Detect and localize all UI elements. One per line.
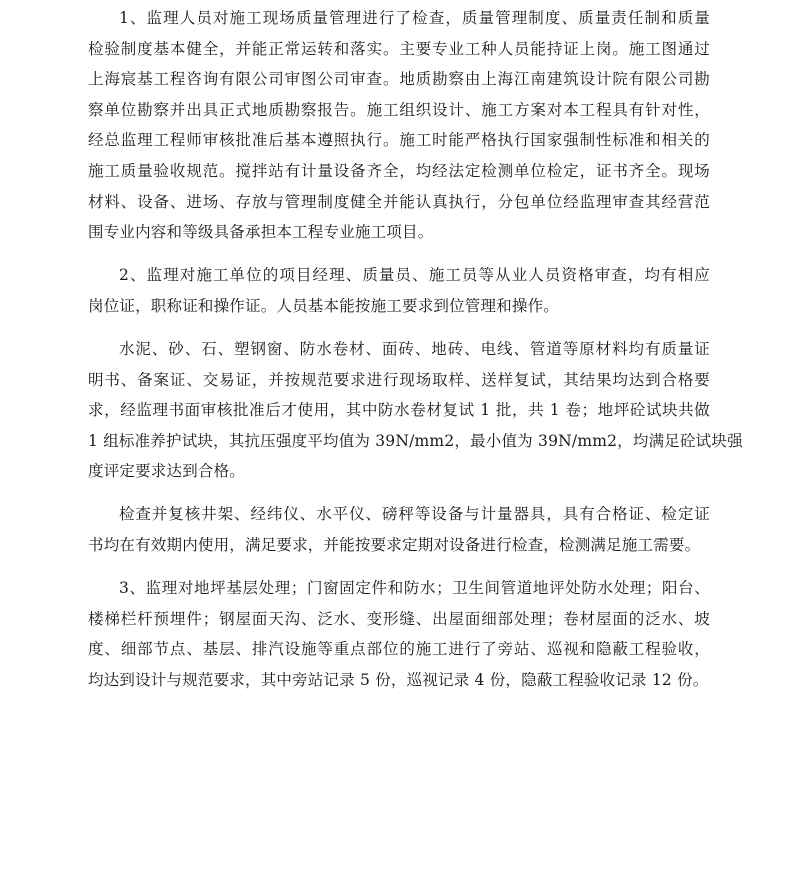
paragraph-line: 围专业内容和等级具备承担本工程专业施工项目。 xyxy=(88,223,434,242)
paragraph-line: 岗位证，职称证和操作证。人员基本能按施工要求到位管理和操作。 xyxy=(88,296,560,315)
paragraph-line: 水泥、砂、石、塑钢窗、防水卷材、面砖、地砖、电线、管道等原材料均有质量证 xyxy=(119,339,710,358)
paragraph-line: 书均在有效期内使用，满足要求，并能按要求定期对设备进行检查，检测满足施工需要。 xyxy=(88,536,701,554)
paragraph-line: 2、监理对施工单位的项目经理、质量员、施工员等从业人员资格审查，均有相应 xyxy=(119,266,710,285)
document-page xyxy=(88,0,743,695)
paragraph-4 xyxy=(88,499,710,560)
paragraph-line: 均达到设计与规范要求，其中旁站记录 5 份，巡视记录 4 份，隐蔽工程验收记录 12 份。 xyxy=(88,670,709,689)
paragraph-line: 3、监理对地坪基层处理；门窗固定件和防水；卫生间管道地评处防水处理；阳台、 xyxy=(119,579,710,598)
paragraph-line: 度、细部节点、基层、排汽设施等重点部位的施工进行了旁站、巡视和隐蔽工程验收， xyxy=(88,640,710,659)
paragraph-line: 施工质量验收规范。搅拌站有计量设备齐全，均经法定检测单位检定，证书齐全。现场 xyxy=(88,161,710,180)
paragraph-line: 度评定要求达到合格。 xyxy=(88,462,246,481)
paragraph-line: 检验制度基本健全，并能正常运转和落实。主要专业工种人员能持证上岗。施工图通过 xyxy=(88,39,710,58)
paragraph-line: 楼梯栏杆预埋件；钢屋面天沟、泛水、变形缝、出屋面细部处理；卷材屋面的泛水、坡 xyxy=(88,609,710,628)
paragraph-line: 材料、设备、进场、存放与管理制度健全并能认真执行，分包单位经监理审查其经营范 xyxy=(88,192,710,211)
paragraph-5 xyxy=(88,573,710,695)
paragraph-line: 1 组标准养护试块，其抗压强度平均值为 39N/mm2，最小值为 39N/mm2，均满足砼试块强 xyxy=(88,431,743,450)
paragraph-3 xyxy=(88,334,743,487)
paragraph-line: 检查并复核井架、经纬仪、水平仪、磅秤等设备与计量器具，具有合格证、检定证 xyxy=(119,505,710,524)
paragraph-1 xyxy=(88,3,710,248)
paragraph-2 xyxy=(88,260,710,321)
paragraph-line: 经总监理工程师审核批准后基本遵照执行。施工时能严格执行国家强制性标准和相关的 xyxy=(88,131,710,150)
paragraph-line: 求，经监理书面审核批准后才使用，其中防水卷材复试 1 批，共 1 卷；地坪砼试块共做 xyxy=(88,401,710,420)
paragraph-line: 1、监理人员对施工现场质量管理进行了检查，质量管理制度、质量责任制和质量 xyxy=(119,9,710,27)
paragraph-line: 上海宸基工程咨询有限公司审图公司审查。地质勘察由上海江南建筑设计院有限公司勘 xyxy=(88,70,710,89)
paragraph-line: 明书、备案证、交易证，并按规范要求进行现场取样、送样复试，其结果均达到合格要 xyxy=(88,370,710,389)
paragraph-line: 察单位勘察并出具正式地质勘察报告。施工组织设计、施工方案对本工程具有针对性， xyxy=(88,100,710,119)
